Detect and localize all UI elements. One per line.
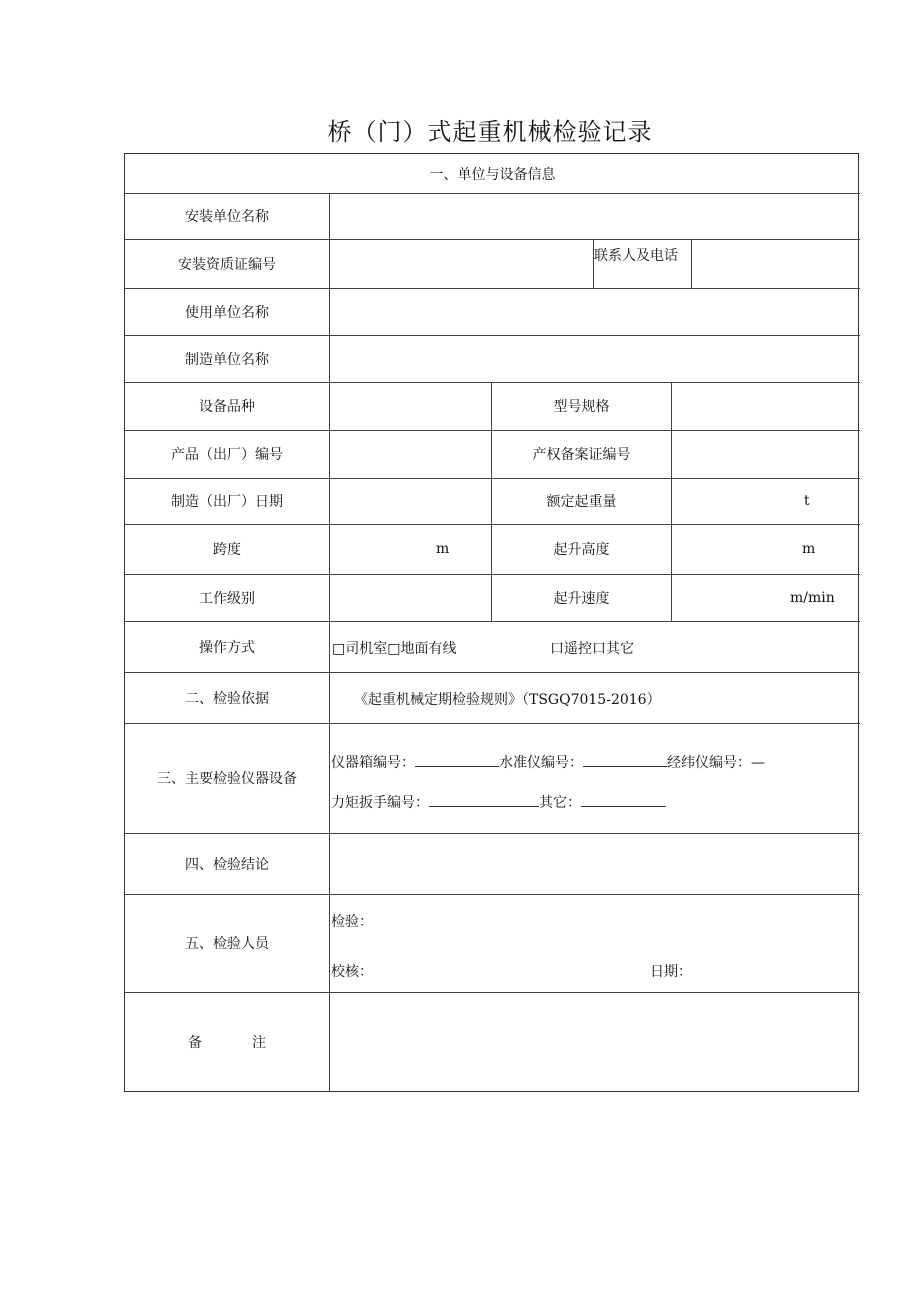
instrument-box-blank[interactable] bbox=[415, 751, 499, 767]
label-model: 型号规格 bbox=[553, 399, 610, 415]
label-basis: 二、检验依据 bbox=[185, 690, 269, 707]
label-conclusion: 四、检验结论 bbox=[185, 856, 269, 873]
label-install-unit: 安装单位名称 bbox=[185, 209, 269, 225]
personnel-field bbox=[330, 895, 859, 992]
remarks-char-1: 备 bbox=[188, 1035, 202, 1051]
instruments-field bbox=[330, 724, 859, 833]
wrench-label: 力矩扳手编号： bbox=[331, 795, 429, 811]
inspector-label: 检验： bbox=[331, 914, 373, 930]
label-user-unit: 使用单位名称 bbox=[185, 304, 269, 321]
instrument-box-label: 仪器箱编号： bbox=[331, 755, 415, 771]
unit-m-height: m bbox=[802, 541, 816, 557]
reviewer-label: 校核： bbox=[331, 964, 373, 980]
inspection-record-table bbox=[124, 153, 859, 1092]
label-operation-mode: 操作方式 bbox=[199, 639, 255, 656]
label-instruments: 三、主要检验仪器设备 bbox=[157, 771, 297, 787]
lift-height-field[interactable] bbox=[672, 525, 859, 574]
operation-mode-options[interactable] bbox=[330, 622, 859, 672]
conclusion-field[interactable] bbox=[330, 834, 859, 894]
label-contact bbox=[594, 240, 691, 288]
label-mfg-date: 制造（出厂）日期 bbox=[171, 494, 283, 510]
level-label: 水准仪编号： bbox=[499, 755, 583, 771]
unit-m-per-min: m/min bbox=[790, 590, 835, 606]
operation-option-cab-ground[interactable]: □司机室□地面有线 bbox=[332, 641, 457, 657]
theodolite-label: 经纬仪编号：— bbox=[667, 755, 765, 771]
page-title: 桥（门）式起重机械检验记录 bbox=[327, 118, 653, 146]
user-unit-field[interactable] bbox=[330, 289, 859, 335]
wrench-blank[interactable] bbox=[429, 791, 539, 807]
lift-speed-field[interactable] bbox=[672, 575, 859, 621]
basis-text: 《起重机械定期检验规则》（TSGQ7015-2016） bbox=[354, 692, 661, 708]
label-equipment-type: 设备品种 bbox=[199, 399, 255, 415]
contact-field[interactable] bbox=[692, 240, 859, 288]
mfg-date-field[interactable] bbox=[330, 479, 491, 524]
other-blank[interactable] bbox=[581, 791, 666, 807]
label-remarks bbox=[125, 992, 329, 1092]
basis-field bbox=[330, 673, 859, 723]
section-header-unit-equipment: 一、单位与设备信息 bbox=[429, 166, 556, 183]
remarks-char-2: 注 bbox=[252, 1035, 266, 1051]
install-unit-field[interactable] bbox=[330, 194, 859, 239]
work-class-field[interactable] bbox=[330, 575, 491, 621]
date-label: 日期： bbox=[650, 964, 692, 980]
label-contact-text: 联系人及电话 bbox=[594, 248, 678, 264]
instruments-line-2 bbox=[331, 791, 666, 812]
label-install-cert: 安装资质证编号 bbox=[178, 256, 276, 273]
equipment-type-field[interactable] bbox=[330, 383, 491, 430]
label-property-no: 产权备案证编号 bbox=[532, 447, 631, 463]
label-span: 跨度 bbox=[213, 542, 241, 558]
label-personnel: 五、检验人员 bbox=[185, 936, 269, 952]
model-field[interactable] bbox=[672, 383, 859, 430]
level-blank[interactable] bbox=[583, 751, 667, 767]
label-manufacturer: 制造单位名称 bbox=[185, 351, 269, 368]
unit-t: t bbox=[804, 493, 810, 509]
instruments-line-1 bbox=[331, 751, 765, 772]
other-label: 其它： bbox=[539, 795, 581, 811]
label-rated-load: 额定起重量 bbox=[546, 494, 617, 510]
install-cert-field[interactable] bbox=[330, 240, 592, 288]
product-no-field[interactable] bbox=[330, 431, 491, 478]
operation-option-remote-other[interactable]: 口遥控口其它 bbox=[550, 641, 634, 657]
span-field[interactable] bbox=[330, 525, 491, 574]
label-product-no: 产品（出厂）编号 bbox=[171, 447, 283, 463]
property-no-field[interactable] bbox=[672, 431, 859, 478]
label-lift-height: 起升高度 bbox=[553, 542, 610, 558]
rated-load-field[interactable] bbox=[672, 479, 859, 524]
unit-m-span: m bbox=[436, 541, 450, 557]
label-work-class: 工作级别 bbox=[199, 590, 255, 607]
manufacturer-field[interactable] bbox=[330, 336, 859, 382]
remarks-field[interactable] bbox=[330, 993, 859, 1092]
label-lift-speed: 起升速度 bbox=[553, 590, 610, 607]
